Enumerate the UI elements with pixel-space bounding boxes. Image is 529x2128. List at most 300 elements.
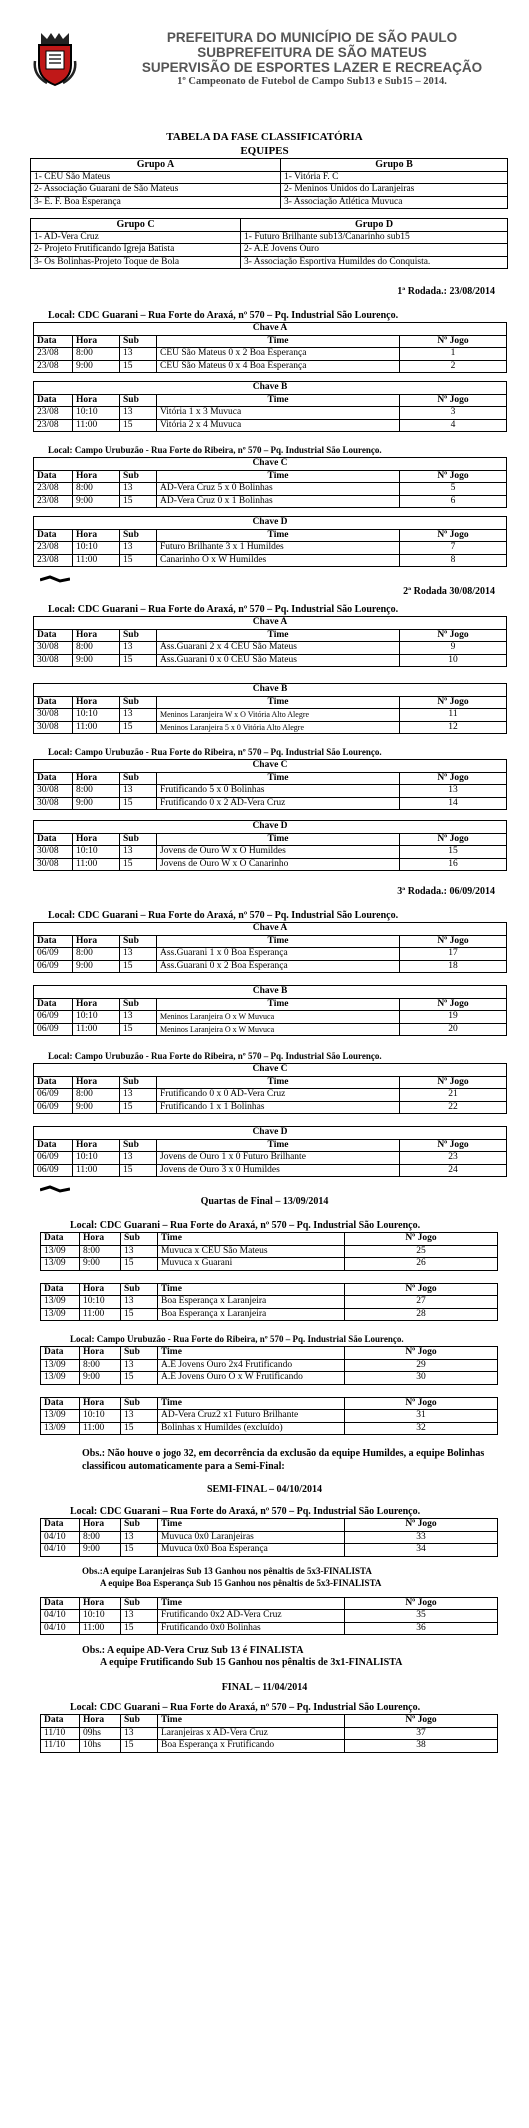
cell-match: Ass.Guarani 1 x 0 Boa Esperança [157, 948, 400, 961]
col-hora: Hora [73, 935, 120, 948]
round-2-title: 2ª Rodada 30/08/2014 [403, 586, 495, 597]
cell-date: 06/09 [34, 960, 73, 973]
cell-date: 30/08 [34, 709, 73, 722]
col-data: Data [34, 1076, 73, 1089]
table-row [41, 1308, 498, 1321]
cell-sub: 13 [120, 1089, 157, 1102]
cell-time: 10:10 [73, 407, 120, 420]
table-row [41, 1410, 498, 1423]
col-data: Data [34, 772, 73, 785]
table-row [34, 360, 507, 373]
cell-sub: 15 [120, 1164, 157, 1177]
cell-game-number: 14 [400, 797, 507, 810]
col-data: Data [34, 529, 73, 542]
cell-sub: 15 [120, 360, 157, 373]
cell-match: Frutificando 5 x 0 Bolinhas [157, 785, 400, 798]
cell-date: 30/08 [34, 642, 73, 655]
cell-date: 23/08 [34, 554, 73, 567]
cell-time: 8:00 [80, 1531, 121, 1544]
cell-game-number: 16 [400, 858, 507, 871]
col-sub: Sub [121, 1283, 158, 1296]
col-jogo: Nº Jogo [400, 394, 507, 407]
cell-match: Ass.Guarani 0 x 0 CEU São Mateus [157, 654, 400, 667]
col-time: Time [157, 998, 400, 1011]
col-data: Data [41, 1233, 80, 1246]
col-data: Data [34, 935, 73, 948]
cell-match: Muvuca x Guarani [158, 1258, 345, 1271]
header-line-4: 1º Campeonato de Futebol de Campo Sub13 e Sub15 – 2014. [177, 76, 447, 87]
letterhead [0, 0, 529, 92]
col-sub: Sub [120, 394, 157, 407]
table-row [41, 1740, 498, 1753]
chave-title: Chave B [34, 986, 507, 999]
match-table [33, 683, 507, 734]
cell-match: Jovens de Ouro 3 x 0 Humildes [157, 1164, 400, 1177]
match-table [33, 985, 507, 1036]
chave-title: Chave C [34, 1064, 507, 1077]
cell-game-number: 11 [400, 709, 507, 722]
cell-date: 23/08 [34, 542, 73, 555]
cell-game-number: 12 [400, 721, 507, 734]
cell-date: 06/09 [34, 1152, 73, 1165]
cell-game-number: 21 [400, 1089, 507, 1102]
group-a-team: 2- Associação Guarani de São Mateus [31, 184, 281, 197]
chave-title: Chave D [34, 517, 507, 530]
table-row [34, 1089, 507, 1102]
col-jogo: Nº Jogo [400, 833, 507, 846]
col-hora: Hora [73, 833, 120, 846]
col-jogo: Nº Jogo [345, 1283, 498, 1296]
round-2-local-2: Local: Campo Urubuzão - Rua Forte do Ribeira, nº 570 – Pq. Industrial São Lourenço. [48, 747, 382, 757]
cell-game-number: 13 [400, 785, 507, 798]
col-time: Time [157, 335, 400, 348]
cell-time: 9:00 [80, 1258, 121, 1271]
col-data: Data [41, 1347, 80, 1360]
group-b-team: 3- Associação Atlética Muvuca [281, 196, 508, 209]
col-sub: Sub [121, 1347, 158, 1360]
col-data: Data [41, 1597, 80, 1610]
cell-time: 11:00 [73, 858, 120, 871]
qf-local-2: Local: Campo Urubuzão - Rua Forte do Ribeira, nº 570 – Pq. Industrial São Lourenço. [70, 1334, 404, 1344]
col-sub: Sub [121, 1397, 158, 1410]
match-table [33, 759, 507, 810]
cell-time: 10:10 [73, 846, 120, 859]
cell-date: 06/09 [34, 1023, 73, 1036]
cell-match: Futuro Brilhante 3 x 1 Humildes [157, 542, 400, 555]
cell-time: 10:10 [73, 1011, 120, 1024]
col-time: Time [158, 1397, 345, 1410]
cell-game-number: 23 [400, 1152, 507, 1165]
cell-time: 11:00 [73, 1164, 120, 1177]
col-data: Data [34, 470, 73, 483]
cell-date: 13/09 [41, 1410, 80, 1423]
group-c-team: 1- AD-Vera Cruz [31, 231, 241, 244]
col-hora: Hora [73, 772, 120, 785]
col-sub: Sub [120, 833, 157, 846]
match-table [40, 1397, 498, 1436]
table-row [41, 1727, 498, 1740]
cell-sub: 15 [120, 1101, 157, 1114]
chave-title: Chave C [34, 760, 507, 773]
cell-sub: 15 [120, 1023, 157, 1036]
col-jogo: Nº Jogo [345, 1397, 498, 1410]
cell-match: Boa Esperança x Frutificando [158, 1740, 345, 1753]
col-data: Data [41, 1519, 80, 1532]
col-jogo: Nº Jogo [400, 998, 507, 1011]
col-sub: Sub [120, 529, 157, 542]
cell-game-number: 10 [400, 654, 507, 667]
match-table [40, 1714, 498, 1753]
chave-title: Chave C [34, 458, 507, 471]
cell-time: 9:00 [80, 1372, 121, 1385]
cell-match: Muvuca x CEU São Mateus [158, 1245, 345, 1258]
final-title: FINAL – 11/04/2014 [221, 1682, 308, 1693]
col-sub: Sub [121, 1597, 158, 1610]
col-time: Time [157, 833, 400, 846]
match-table [40, 1232, 498, 1271]
cell-time: 10:10 [73, 1152, 120, 1165]
cell-sub: 15 [121, 1308, 158, 1321]
cell-time: 10:10 [80, 1610, 121, 1623]
cell-match: Meninos Laranjeira O x W Muvuca [157, 1011, 400, 1024]
group-d-team: 1- Futuro Brilhante sub13/Canarinho sub15 [241, 231, 508, 244]
cell-sub: 15 [120, 554, 157, 567]
cell-match: Meninos Laranjeira O x W Muvuca [157, 1023, 400, 1036]
chave-title: Chave D [34, 821, 507, 834]
table-row [41, 1531, 498, 1544]
cell-time: 8:00 [73, 785, 120, 798]
match-table [33, 381, 507, 432]
title-line-2: EQUIPES [240, 145, 289, 157]
cell-game-number: 18 [400, 960, 507, 973]
cell-sub: 15 [120, 858, 157, 871]
cell-sub: 13 [121, 1296, 158, 1309]
cell-time: 11:00 [73, 554, 120, 567]
cell-date: 06/09 [34, 1089, 73, 1102]
cell-match: Laranjeiras x AD-Vera Cruz [158, 1727, 345, 1740]
cell-match: Frutificando 0x2 AD-Vera Cruz [158, 1610, 345, 1623]
col-time: Time [157, 394, 400, 407]
cell-game-number: 33 [345, 1531, 498, 1544]
cell-date: 06/09 [34, 1101, 73, 1114]
cell-date: 23/08 [34, 407, 73, 420]
cell-match: A.E Jovens Ouro 2x4 Frutificando [158, 1359, 345, 1372]
col-hora: Hora [73, 529, 120, 542]
cell-game-number: 24 [400, 1164, 507, 1177]
col-hora: Hora [80, 1283, 121, 1296]
section-separator-icon [40, 1185, 70, 1195]
cell-date: 04/10 [41, 1610, 80, 1623]
cell-sub: 13 [121, 1610, 158, 1623]
table-row [41, 1622, 498, 1635]
col-jogo: Nº Jogo [400, 935, 507, 948]
col-sub: Sub [120, 772, 157, 785]
col-hora: Hora [73, 696, 120, 709]
match-table [40, 1346, 498, 1385]
col-hora: Hora [73, 470, 120, 483]
sf-note-1b: A equipe Boa Esperança Sub 15 Ganhou nos pênaltis de 5x3-FINALISTA [100, 1577, 382, 1588]
cell-game-number: 32 [345, 1422, 498, 1435]
cell-sub: 13 [120, 483, 157, 496]
cell-sub: 13 [121, 1359, 158, 1372]
cell-time: 11:00 [73, 419, 120, 432]
col-time: Time [157, 629, 400, 642]
cell-date: 30/08 [34, 654, 73, 667]
col-hora: Hora [80, 1347, 121, 1360]
col-jogo: Nº Jogo [400, 1139, 507, 1152]
cell-time: 8:00 [80, 1359, 121, 1372]
cell-match: Frutificando 1 x 1 Bolinhas [157, 1101, 400, 1114]
table-row [34, 642, 507, 655]
col-sub: Sub [121, 1233, 158, 1246]
cell-time: 9:00 [73, 495, 120, 508]
cell-sub: 13 [121, 1245, 158, 1258]
cell-time: 11:00 [80, 1422, 121, 1435]
cell-sub: 13 [120, 407, 157, 420]
cell-game-number: 3 [400, 407, 507, 420]
cell-sub: 15 [121, 1622, 158, 1635]
col-hora: Hora [73, 998, 120, 1011]
table-row [34, 1164, 507, 1177]
cell-sub: 15 [120, 419, 157, 432]
cell-match: Vitória 2 x 4 Muvuca [157, 419, 400, 432]
cell-date: 13/09 [41, 1245, 80, 1258]
col-jogo: Nº Jogo [400, 335, 507, 348]
table-row [34, 1011, 507, 1024]
col-sub: Sub [121, 1519, 158, 1532]
final-local: Local: CDC Guarani – Rua Forte do Araxá, nº 570 – Pq. Industrial São Lourenço. [70, 1702, 421, 1713]
cell-date: 11/10 [41, 1727, 80, 1740]
col-time: Time [158, 1283, 345, 1296]
cell-date: 04/10 [41, 1531, 80, 1544]
chave-title: Chave A [34, 617, 507, 630]
quarterfinal-title: Quartas de Final – 13/09/2014 [200, 1196, 329, 1207]
cell-match: Ass.Guarani 2 x 4 CEU São Mateus [157, 642, 400, 655]
cell-match: Jovens de Ouro W x O Canarinho [157, 858, 400, 871]
col-sub: Sub [120, 935, 157, 948]
cell-sub: 15 [120, 495, 157, 508]
group-d-title: Grupo D [241, 219, 508, 232]
cell-date: 13/09 [41, 1372, 80, 1385]
col-jogo: Nº Jogo [400, 696, 507, 709]
col-jogo: Nº Jogo [400, 529, 507, 542]
cell-match: A.E Jovens Ouro O x W Frutificando [158, 1372, 345, 1385]
col-sub: Sub [121, 1715, 158, 1728]
match-table [33, 616, 507, 667]
cell-time: 8:00 [73, 1089, 120, 1102]
table-row [41, 1258, 498, 1271]
table-row [34, 846, 507, 859]
cell-date: 23/08 [34, 495, 73, 508]
match-table [33, 1126, 507, 1177]
table-row [34, 1152, 507, 1165]
col-data: Data [41, 1283, 80, 1296]
cell-match: Boa Esperança x Laranjeira [158, 1308, 345, 1321]
table-row [34, 797, 507, 810]
col-time: Time [158, 1347, 345, 1360]
cell-match: Frutificando 0x0 Bolinhas [158, 1622, 345, 1635]
group-c-title: Grupo C [31, 219, 241, 232]
cell-sub: 13 [120, 1011, 157, 1024]
cell-match: AD-Vera Cruz 5 x 0 Bolinhas [157, 483, 400, 496]
cell-sub: 13 [120, 948, 157, 961]
cell-date: 30/08 [34, 846, 73, 859]
cell-match: AD-Vera Cruz 0 x 1 Bolinhas [157, 495, 400, 508]
cell-date: 23/08 [34, 483, 73, 496]
cell-game-number: 1 [400, 348, 507, 361]
col-hora: Hora [80, 1233, 121, 1246]
cell-time: 8:00 [80, 1245, 121, 1258]
match-table [33, 322, 507, 373]
cell-date: 04/10 [41, 1622, 80, 1635]
col-jogo: Nº Jogo [345, 1233, 498, 1246]
col-jogo: Nº Jogo [400, 772, 507, 785]
cell-date: 23/08 [34, 419, 73, 432]
group-c-team: 2- Projeto Frutificando Igreja Batista [31, 244, 241, 257]
table-row [41, 1296, 498, 1309]
col-jogo: Nº Jogo [345, 1715, 498, 1728]
col-sub: Sub [120, 335, 157, 348]
table-row [41, 1359, 498, 1372]
cell-game-number: 36 [345, 1622, 498, 1635]
cell-time: 9:00 [73, 360, 120, 373]
round-1-title: 1ª Rodada.: 23/08/2014 [397, 286, 495, 297]
city-coat-of-arms-icon [33, 31, 77, 87]
round-3-local-2: Local: Campo Urubuzão - Rua Forte do Ribeira, nº 570 – Pq. Industrial São Lourenço. [48, 1051, 382, 1061]
cell-game-number: 25 [345, 1245, 498, 1258]
cell-sub: 15 [121, 1372, 158, 1385]
letterhead-text [112, 30, 512, 89]
cell-date: 23/08 [34, 348, 73, 361]
cell-game-number: 6 [400, 495, 507, 508]
cell-game-number: 27 [345, 1296, 498, 1309]
cell-match: Frutificando 0 x 2 AD-Vera Cruz [157, 797, 400, 810]
cell-sub: 15 [121, 1422, 158, 1435]
cell-match: Bolinhas x Humildes (excluído) [158, 1422, 345, 1435]
col-jogo: Nº Jogo [400, 629, 507, 642]
cell-sub: 13 [120, 846, 157, 859]
cell-game-number: 4 [400, 419, 507, 432]
col-sub: Sub [120, 470, 157, 483]
cell-game-number: 37 [345, 1727, 498, 1740]
sf-note-2a: Obs.: A equipe AD-Vera Cruz Sub 13 é FINALISTA [82, 1645, 304, 1656]
col-jogo: Nº Jogo [400, 1076, 507, 1089]
cell-time: 9:00 [80, 1544, 121, 1557]
groups-cd-table [30, 218, 508, 269]
table-row [34, 858, 507, 871]
cell-sub: 15 [121, 1544, 158, 1557]
cell-game-number: 34 [345, 1544, 498, 1557]
cell-date: 30/08 [34, 721, 73, 734]
col-time: Time [157, 1139, 400, 1152]
cell-match: Frutificando 0 x 0 AD-Vera Cruz [157, 1089, 400, 1102]
cell-time: 8:00 [73, 483, 120, 496]
cell-match: Jovens de Ouro 1 x 0 Futuro Brilhante [157, 1152, 400, 1165]
match-table [33, 516, 507, 567]
table-row [41, 1422, 498, 1435]
round-1-local-1: Local: CDC Guarani – Rua Forte do Araxá, nº 570 – Pq. Industrial São Lourenço. [48, 310, 399, 321]
col-time: Time [158, 1715, 345, 1728]
col-jogo: Nº Jogo [345, 1597, 498, 1610]
match-table [40, 1283, 498, 1322]
cell-time: 10:10 [80, 1410, 121, 1423]
col-data: Data [34, 629, 73, 642]
cell-sub: 13 [120, 785, 157, 798]
cell-match: Boa Esperança x Laranjeira [158, 1296, 345, 1309]
col-hora: Hora [73, 1139, 120, 1152]
table-row [34, 483, 507, 496]
cell-sub: 15 [120, 654, 157, 667]
table-title [0, 130, 529, 158]
table-row [34, 654, 507, 667]
table-row [41, 1372, 498, 1385]
cell-date: 06/09 [34, 1011, 73, 1024]
cell-time: 8:00 [73, 948, 120, 961]
cell-time: 11:00 [80, 1308, 121, 1321]
col-time: Time [157, 470, 400, 483]
col-hora: Hora [73, 394, 120, 407]
table-row [41, 1544, 498, 1557]
cell-game-number: 29 [345, 1359, 498, 1372]
semifinal-title: SEMI-FINAL – 04/10/2014 [206, 1484, 322, 1495]
cell-date: 30/08 [34, 785, 73, 798]
col-hora: Hora [73, 335, 120, 348]
cell-time: 11:00 [73, 1023, 120, 1036]
col-time: Time [157, 696, 400, 709]
group-a-team: 1- CEU São Mateus [31, 171, 281, 184]
col-hora: Hora [73, 629, 120, 642]
group-d-team: 3- Associação Esportiva Humildes do Conquista. [241, 256, 508, 269]
qf-local-1: Local: CDC Guarani – Rua Forte do Araxá, nº 570 – Pq. Industrial São Lourenço. [70, 1220, 421, 1231]
group-b-team: 1- Vitória F. C [281, 171, 508, 184]
table-row [34, 948, 507, 961]
cell-sub: 13 [120, 642, 157, 655]
cell-match: Muvuca 0x0 Boa Esperança [158, 1544, 345, 1557]
cell-date: 06/09 [34, 948, 73, 961]
cell-match: Meninos Laranjeira 5 x 0 Vitória Alto Alegre [157, 721, 400, 734]
cell-game-number: 17 [400, 948, 507, 961]
table-row [34, 1101, 507, 1114]
table-row [34, 495, 507, 508]
cell-sub: 15 [120, 721, 157, 734]
col-sub: Sub [120, 696, 157, 709]
cell-match: Meninos Laranjeira W x O Vitória Alto Alegre [157, 709, 400, 722]
table-row [34, 960, 507, 973]
col-data: Data [34, 1139, 73, 1152]
cell-game-number: 28 [345, 1308, 498, 1321]
match-table [33, 1063, 507, 1114]
chave-title: Chave D [34, 1127, 507, 1140]
cell-date: 06/09 [34, 1164, 73, 1177]
cell-time: 9:00 [73, 654, 120, 667]
col-jogo: Nº Jogo [400, 470, 507, 483]
cell-time: 10:10 [73, 709, 120, 722]
match-table [40, 1518, 498, 1557]
cell-game-number: 7 [400, 542, 507, 555]
table-row [34, 348, 507, 361]
round-3-local-1: Local: CDC Guarani – Rua Forte do Araxá, nº 570 – Pq. Industrial São Lourenço. [48, 910, 399, 921]
cell-game-number: 19 [400, 1011, 507, 1024]
cell-date: 13/09 [41, 1422, 80, 1435]
chave-title: Chave A [34, 323, 507, 336]
cell-game-number: 26 [345, 1258, 498, 1271]
round-1-local-2: Local: Campo Urubuzão - Rua Forte do Ribeira, nº 570 – Pq. Industrial São Lourenço. [48, 445, 382, 455]
col-jogo: Nº Jogo [345, 1519, 498, 1532]
header-line-2: SUBPREFEITURA DE SÃO MATEUS [197, 45, 427, 60]
cell-sub: 15 [120, 797, 157, 810]
cell-match: Muvuca 0x0 Laranjeiras [158, 1531, 345, 1544]
table-row [41, 1245, 498, 1258]
